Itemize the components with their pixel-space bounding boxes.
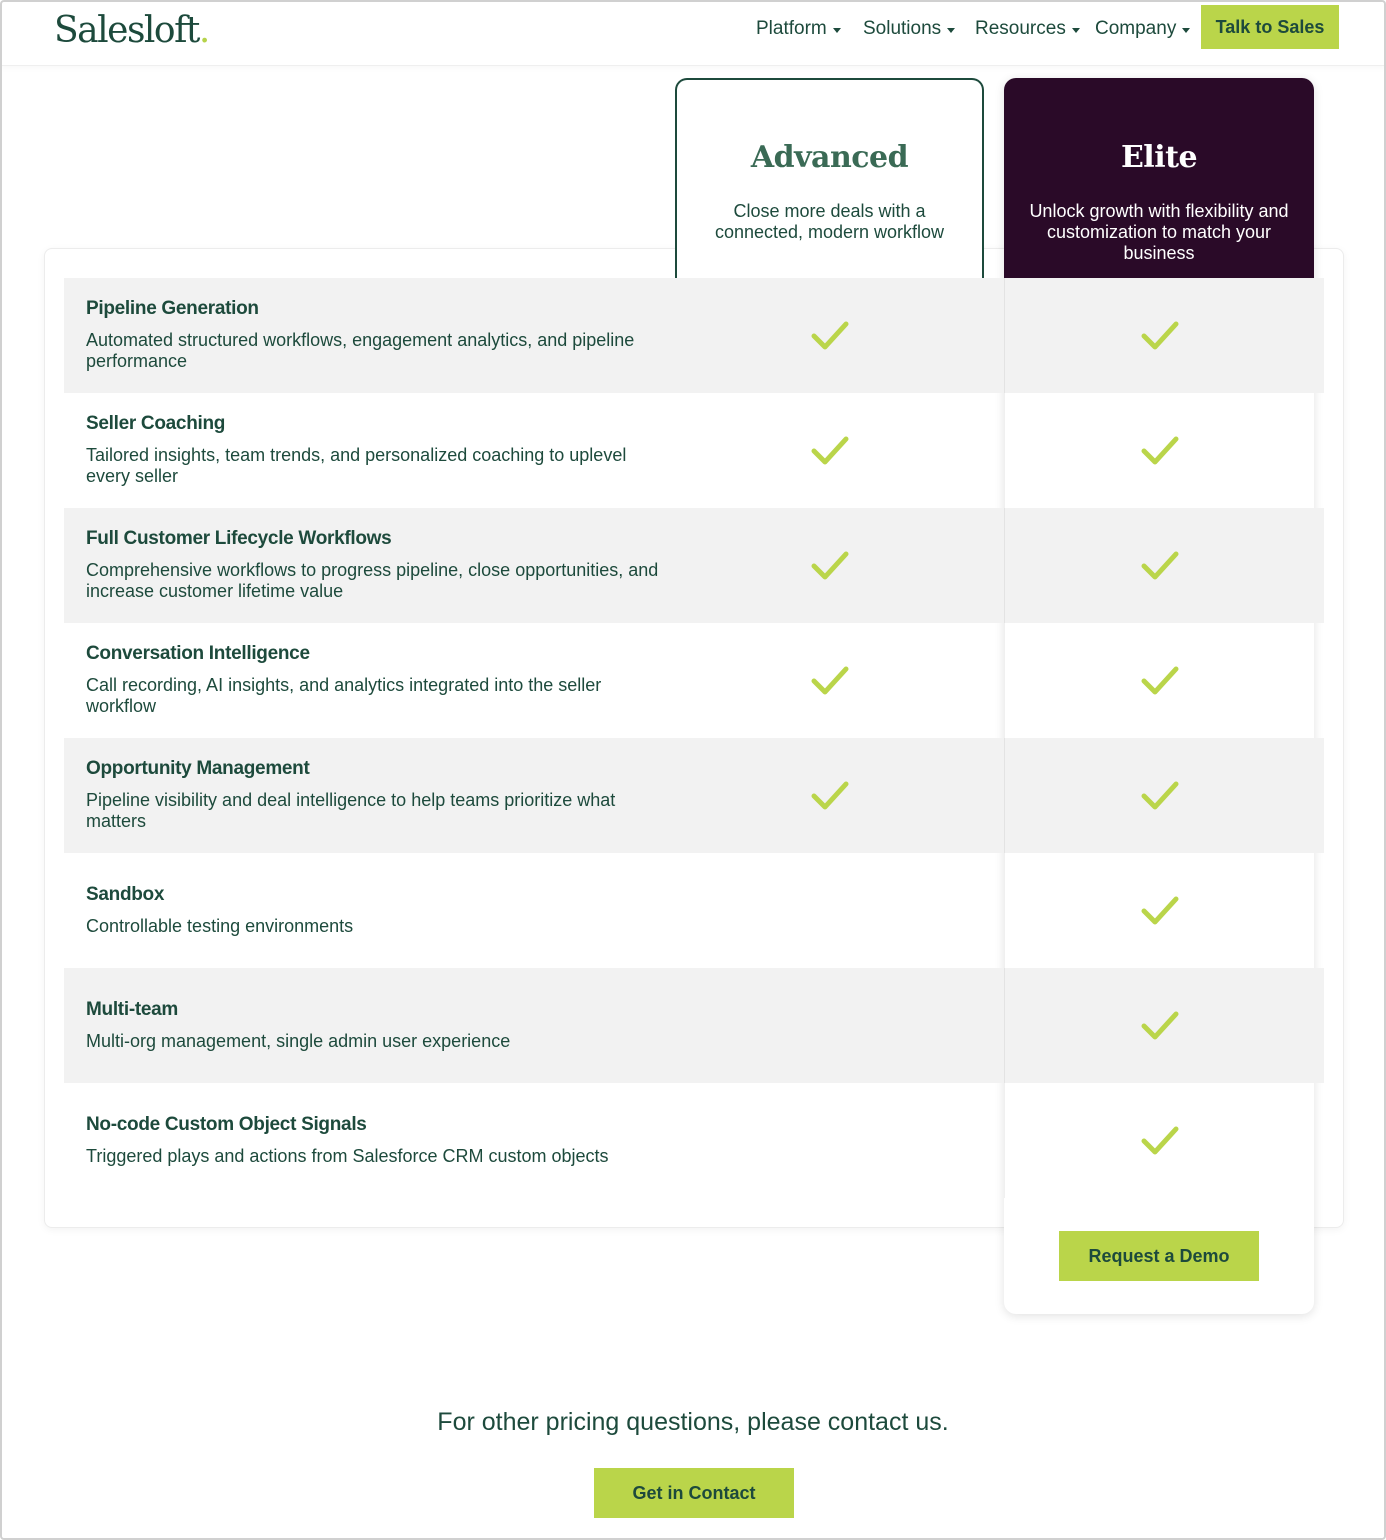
advanced-plan-title: Advanced	[750, 140, 909, 175]
feature-title: Opportunity Management	[86, 758, 310, 779]
caret-down-icon	[1182, 28, 1190, 33]
feature-description: Call recording, AI insights, and analytics integrated into the seller workflow	[86, 675, 602, 716]
caret-down-icon	[833, 28, 841, 33]
feature-description: Automated structured workflows, engagement analytics, and pipeline performance	[86, 330, 635, 371]
check-icon	[811, 321, 849, 351]
elite-column-edge	[1004, 508, 1005, 623]
nav-platform[interactable]	[756, 18, 841, 40]
talk-to-sales-button[interactable]: Talk to Sales	[1201, 5, 1339, 49]
elite-column-edge	[1004, 738, 1005, 853]
feature-row	[64, 278, 1324, 393]
check-icon	[811, 781, 849, 811]
logo-dot: .	[198, 10, 209, 51]
logo-wordmark: Salesloft	[54, 10, 199, 51]
advanced-plan-header	[675, 78, 984, 278]
top-navbar	[0, 0, 1386, 66]
feature-description: Controllable testing environments	[86, 916, 354, 936]
feature-row	[64, 1083, 1324, 1198]
nav-platform-label: Platform	[756, 18, 827, 39]
feature-description: Tailored insights, team trends, and personalized coaching to uplevel every seller	[86, 445, 627, 486]
advanced-plan-description: Close more deals with a connected, modern workflow	[714, 201, 945, 242]
caret-down-icon	[1072, 28, 1080, 33]
feature-row	[64, 508, 1324, 623]
nav-company[interactable]	[1095, 18, 1190, 40]
feature-text	[86, 643, 666, 717]
nav-solutions[interactable]	[863, 18, 955, 40]
elite-column-edge	[1004, 1083, 1005, 1198]
elite-column-edge	[1004, 393, 1005, 508]
nav-resources[interactable]	[975, 18, 1080, 40]
check-icon	[1141, 321, 1179, 351]
feature-title: Sandbox	[86, 884, 165, 905]
feature-title: Seller Coaching	[86, 413, 226, 434]
feature-row	[64, 968, 1324, 1083]
feature-row	[64, 738, 1324, 853]
feature-text	[86, 298, 666, 372]
elite-plan-header	[1004, 78, 1314, 278]
feature-title: Multi-team	[86, 999, 179, 1020]
request-demo-button[interactable]: Request a Demo	[1059, 1231, 1259, 1281]
check-icon	[811, 666, 849, 696]
nav-resources-label: Resources	[975, 18, 1066, 39]
feature-description: Comprehensive workflows to progress pipeline, close opportunities, and increase customer lifetime value	[86, 560, 659, 601]
feature-title: No-code Custom Object Signals	[86, 1114, 367, 1135]
check-icon	[1141, 896, 1179, 926]
caret-down-icon	[947, 28, 955, 33]
get-in-contact-button[interactable]: Get in Contact	[594, 1468, 794, 1518]
elite-column-edge	[1004, 623, 1005, 738]
feature-text	[86, 413, 666, 487]
feature-description: Triggered plays and actions from Salesforce CRM custom objects	[86, 1146, 609, 1166]
check-icon	[1141, 436, 1179, 466]
check-icon	[1141, 551, 1179, 581]
nav-company-label: Company	[1095, 18, 1177, 39]
feature-text	[86, 999, 666, 1052]
check-icon	[1141, 781, 1179, 811]
feature-row	[64, 393, 1324, 508]
pricing-questions-text: For other pricing questions, please contact us.	[437, 1408, 949, 1436]
elite-plan-title: Elite	[1120, 140, 1198, 175]
salesloft-logo[interactable]	[54, 10, 209, 51]
nav-solutions-label: Solutions	[863, 18, 942, 39]
feature-row	[64, 853, 1324, 968]
check-icon	[811, 436, 849, 466]
check-icon	[1141, 666, 1179, 696]
feature-text	[86, 884, 666, 937]
feature-text	[86, 528, 666, 602]
feature-description: Pipeline visibility and deal intelligence to help teams prioritize what matters	[86, 790, 616, 831]
elite-column-edge	[1004, 968, 1005, 1083]
feature-text	[86, 758, 666, 832]
feature-description: Multi-org management, single admin user experience	[86, 1031, 511, 1051]
elite-column-edge	[1004, 853, 1005, 968]
feature-title: Full Customer Lifecycle Workflows	[86, 528, 392, 549]
feature-title: Conversation Intelligence	[86, 643, 310, 664]
check-icon	[1141, 1011, 1179, 1041]
elite-plan-description: Unlock growth with flexibility and customization to match your business	[1029, 201, 1289, 263]
elite-column-edge	[1004, 278, 1005, 393]
feature-row	[64, 623, 1324, 738]
feature-title: Pipeline Generation	[86, 298, 259, 319]
check-icon	[811, 551, 849, 581]
feature-text	[86, 1114, 666, 1167]
check-icon	[1141, 1126, 1179, 1156]
